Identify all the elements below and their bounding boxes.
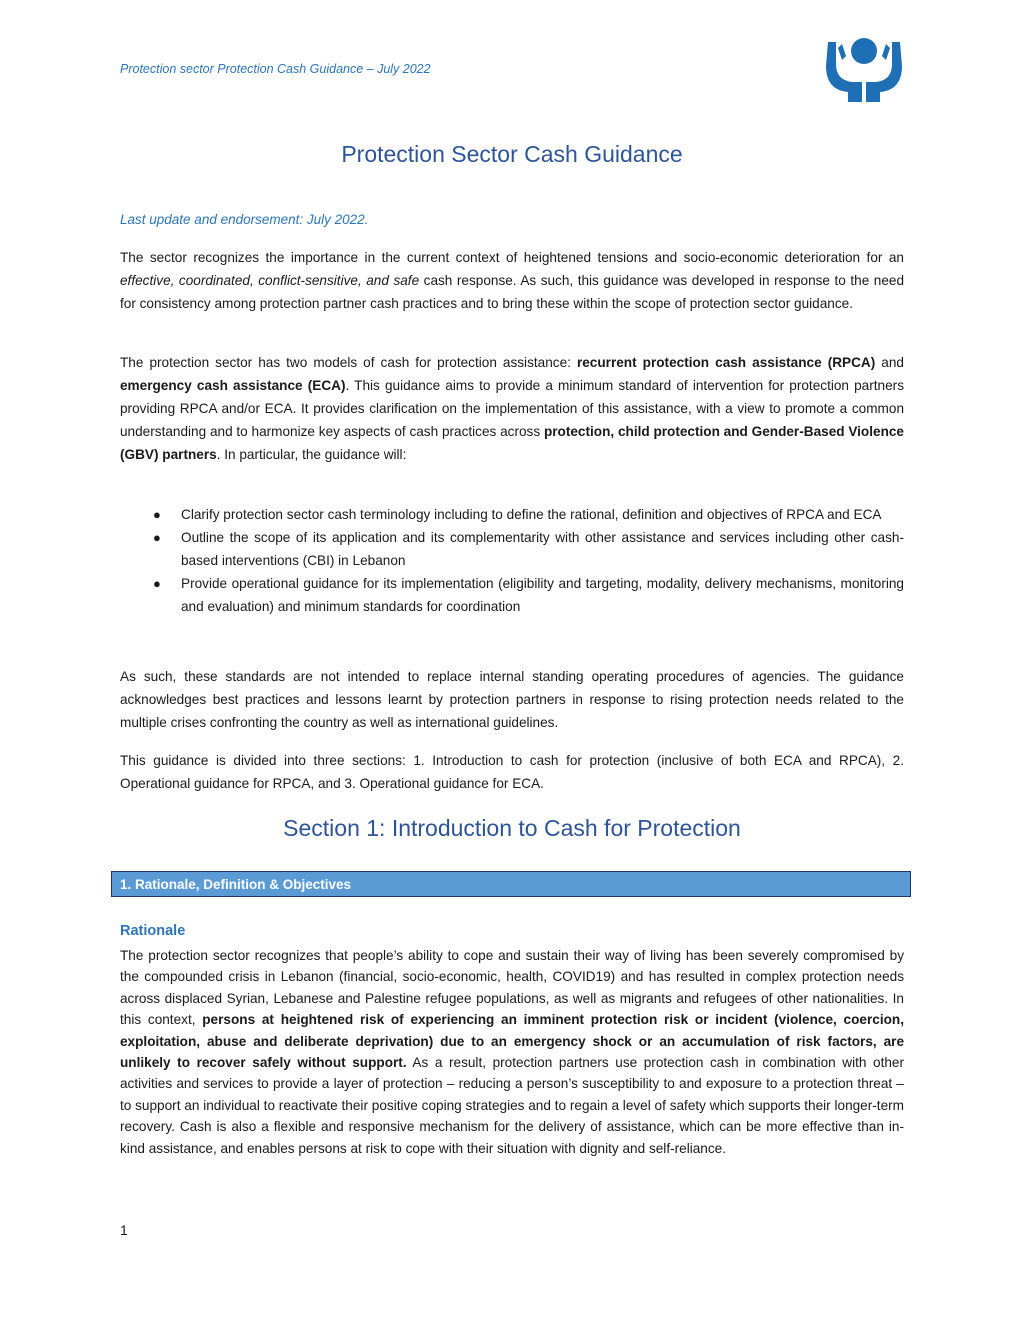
rationale-emphasis: persons at heightened risk of experiencing an imminent protection risk or incident (violence, coercion, exploitation, abuse and deliberate deprivation) due to an emergency shock or an accumulation of risk factors, are unlikely to recover safely without support. bbox=[120, 1012, 904, 1071]
subsection-bar-label: 1. Rationale, Definition & Objectives bbox=[120, 877, 352, 892]
section-heading: Section 1: Introduction to Cash for Protection bbox=[283, 815, 741, 841]
rationale-text-b: As a result, protection partners use protection cash in combination with other activities and services to provide a layer of protection – reducing a person’s susceptibility to and exposure to a protection threat – to support an individual to reactivate their positive coping strategies and to regain a level of safety which supports their longer-term recovery. Cash is also a flexible and responsive mechanism for the delivery of assistance, which can be more effective than in-kind assistance, and enables persons at risk to cope with their situation with dignity and self-reliance. bbox=[120, 1055, 905, 1156]
intro-paragraph bbox=[120, 246, 904, 315]
bullet-text: Clarify protection sector cash terminology including to define the rational, definition and objectives of RPCA and ECA bbox=[181, 507, 882, 522]
intro-emphasis: effective, coordinated, conflict-sensitive, and safe bbox=[120, 273, 420, 288]
standards-paragraph: As such, these standards are not intended to replace internal standing operating procedures of agencies. The guidance acknowledges best practices and lessons learnt by protection partners in response to rising protection needs related to the multiple crises confronting the country as well as international guidelines. bbox=[120, 669, 904, 730]
subsection-bar bbox=[111, 871, 911, 897]
bullet-text: Provide operational guidance for its implementation (eligibility and targeting, modality, delivery mechanisms, monitoring and evaluation) and minimum standards for coordination bbox=[181, 576, 904, 614]
page-number: 1 bbox=[120, 1222, 128, 1238]
bullet-icon: ● bbox=[153, 576, 161, 591]
guidance-bullet-list bbox=[120, 503, 904, 618]
models-paragraph bbox=[120, 351, 904, 466]
models-text-c: . This guidance aims to provide a minimum standard of intervention for protection partners providing RPCA and/or ECA. It provides clarification on the implementation of this assistance, with a view to promote a common understanding and to harmonize key aspects of cash practices across bbox=[120, 378, 904, 439]
rpca-term: recurrent protection cash assistance (RPCA) bbox=[576, 355, 876, 370]
models-text-a: The protection sector has two models of cash for protection assistance: bbox=[120, 355, 577, 370]
list-item bbox=[120, 503, 904, 526]
intro-text-a: The sector recognizes the importance in the current context of heightened tensions and socio-economic deterioration for an bbox=[120, 250, 904, 265]
hands-holding-person-icon bbox=[822, 36, 906, 104]
sections-paragraph: This guidance is divided into three sections: 1. Introduction to cash for protection (inclusive of both ECA and RPCA), 2. Operational guidance for RPCA, and 3. Operational guidance for ECA. bbox=[120, 753, 904, 791]
rationale-paragraph bbox=[120, 945, 904, 1159]
bullet-icon: ● bbox=[153, 507, 161, 522]
list-item bbox=[120, 572, 904, 618]
document-title: Protection Sector Cash Guidance bbox=[341, 141, 683, 167]
intro-text-b: cash response. As such, this guidance was developed in response to the need for consistency among protection partner cash practices and to bring these within the scope of protection sector guidance. bbox=[120, 273, 904, 311]
models-text-b: and bbox=[875, 355, 904, 370]
running-header: Protection sector Protection Cash Guidance – July 2022 bbox=[120, 62, 431, 76]
last-update-line: Last update and endorsement: July 2022. bbox=[120, 212, 369, 227]
bullet-text: Outline the scope of its application and its complementarity with other assistance and services including other cash-based interventions (CBI) in Lebanon bbox=[181, 530, 904, 568]
partners-term: protection, child protection and Gender-Based Violence (GBV) partners bbox=[120, 424, 904, 462]
list-item bbox=[120, 526, 904, 572]
bullet-icon: ● bbox=[153, 530, 161, 545]
models-text-d: . In particular, the guidance will: bbox=[216, 447, 407, 462]
rationale-heading: Rationale bbox=[120, 923, 186, 939]
rationale-text-a: The protection sector recognizes that people’s ability to cope and sustain their way of living has been severely compromised by the compounded crisis in Lebanon (financial, socio-economic, health, COVID19) and has resulted in complex protection needs across displaced Syrian, Lebanese and Palestine refugee populations, as well as migrants and refugees of other nationalities. In this context, bbox=[120, 948, 904, 1028]
eca-term: emergency cash assistance (ECA) bbox=[120, 378, 346, 393]
